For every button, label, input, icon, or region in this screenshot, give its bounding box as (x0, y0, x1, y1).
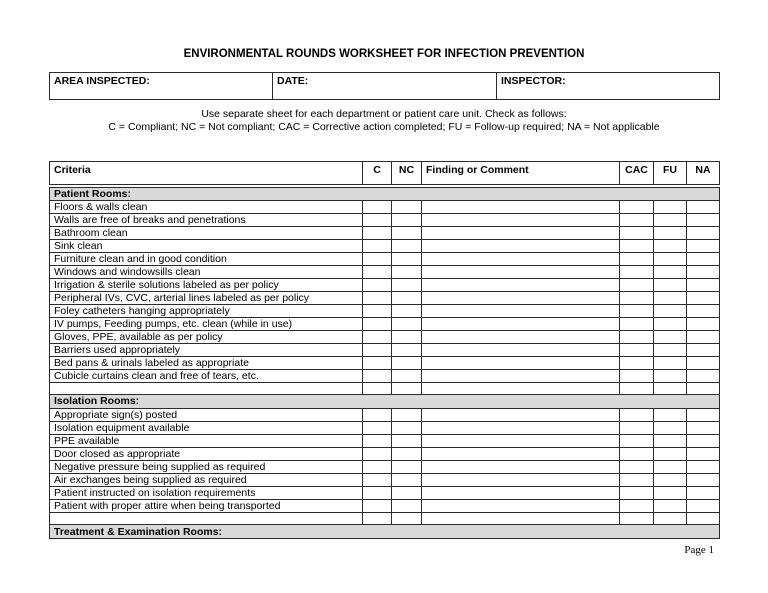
check-cell-na[interactable] (687, 330, 720, 343)
area-inspected-field[interactable] (50, 73, 273, 100)
check-cell-cac[interactable] (620, 499, 654, 512)
criteria-row (50, 421, 720, 434)
check-cell-c[interactable] (363, 382, 392, 395)
criteria-cell: Appropriate sign(s) posted (50, 408, 363, 421)
check-cell-fu[interactable] (654, 200, 687, 213)
check-cell-cac[interactable] (620, 382, 654, 395)
check-cell-nc[interactable] (392, 421, 422, 434)
check-cell-c[interactable] (363, 291, 392, 304)
column-header-nc: NC (392, 162, 422, 186)
check-cell-nc[interactable] (392, 473, 422, 486)
criteria-cell: Floors & walls clean (50, 200, 363, 213)
check-cell-cac[interactable] (620, 434, 654, 447)
inspector-label: INSPECTOR: (501, 75, 566, 87)
criteria-row (50, 473, 720, 486)
empty-row (50, 512, 720, 525)
check-cell-na[interactable] (687, 460, 720, 473)
criteria-cell: PPE available (50, 434, 363, 447)
finding-cell[interactable] (422, 421, 620, 434)
criteria-cell: IV pumps, Feeding pumps, etc. clean (while in use) (50, 317, 363, 330)
finding-cell[interactable] (422, 447, 620, 460)
criteria-row (50, 317, 720, 330)
criteria-row (50, 291, 720, 304)
check-cell-na[interactable] (687, 213, 720, 226)
check-cell-cac[interactable] (620, 343, 654, 356)
check-cell-na[interactable] (687, 317, 720, 330)
check-cell-c[interactable] (363, 239, 392, 252)
instructions (0, 108, 768, 134)
finding-cell[interactable] (422, 252, 620, 265)
section-header-row (50, 395, 720, 409)
check-cell-nc[interactable] (392, 460, 422, 473)
finding-cell[interactable] (422, 343, 620, 356)
check-cell-c[interactable] (363, 330, 392, 343)
check-cell-na[interactable] (687, 291, 720, 304)
check-cell-na[interactable] (687, 382, 720, 395)
finding-cell[interactable] (422, 291, 620, 304)
check-cell-fu[interactable] (654, 343, 687, 356)
check-cell-na[interactable] (687, 486, 720, 499)
check-cell-na[interactable] (687, 226, 720, 239)
criteria-row (50, 278, 720, 291)
check-cell-na[interactable] (687, 239, 720, 252)
check-cell-na[interactable] (687, 421, 720, 434)
check-cell-nc[interactable] (392, 304, 422, 317)
finding-cell[interactable] (422, 278, 620, 291)
check-cell-nc[interactable] (392, 512, 422, 525)
check-cell-fu[interactable] (654, 304, 687, 317)
check-cell-nc[interactable] (392, 356, 422, 369)
info-bar (49, 72, 720, 100)
check-cell-nc[interactable] (392, 330, 422, 343)
column-header-fu: FU (654, 162, 687, 186)
criteria-cell[interactable] (50, 382, 363, 395)
check-cell-cac[interactable] (620, 317, 654, 330)
section-header-row (50, 525, 720, 539)
check-cell-nc[interactable] (392, 291, 422, 304)
check-cell-cac[interactable] (620, 356, 654, 369)
check-cell-fu[interactable] (654, 499, 687, 512)
check-cell-na[interactable] (687, 304, 720, 317)
instructions-line1: Use separate sheet for each department or patient care unit. Check as follows: (201, 108, 567, 120)
criteria-cell: Walls are free of breaks and penetrations (50, 213, 363, 226)
check-cell-c[interactable] (363, 447, 392, 460)
check-cell-na[interactable] (687, 447, 720, 460)
check-cell-cac[interactable] (620, 304, 654, 317)
column-header-na: NA (687, 162, 720, 186)
check-cell-fu[interactable] (654, 291, 687, 304)
check-cell-na[interactable] (687, 434, 720, 447)
check-cell-c[interactable] (363, 343, 392, 356)
criteria-row (50, 213, 720, 226)
finding-cell[interactable] (422, 486, 620, 499)
finding-cell[interactable] (422, 200, 620, 213)
check-cell-c[interactable] (363, 434, 392, 447)
finding-cell[interactable] (422, 356, 620, 369)
page-number: Page 1 (684, 544, 714, 556)
check-cell-fu[interactable] (654, 460, 687, 473)
check-cell-na[interactable] (687, 343, 720, 356)
column-header-c: C (363, 162, 392, 186)
check-cell-cac[interactable] (620, 213, 654, 226)
worksheet-table-body (50, 186, 720, 539)
check-cell-fu[interactable] (654, 512, 687, 525)
check-cell-c[interactable] (363, 200, 392, 213)
criteria-row (50, 434, 720, 447)
finding-cell[interactable] (422, 213, 620, 226)
check-cell-nc[interactable] (392, 239, 422, 252)
check-cell-nc[interactable] (392, 382, 422, 395)
check-cell-c[interactable] (363, 408, 392, 421)
criteria-cell: Door closed as appropriate (50, 447, 363, 460)
finding-cell[interactable] (422, 434, 620, 447)
check-cell-nc[interactable] (392, 343, 422, 356)
check-cell-cac[interactable] (620, 252, 654, 265)
check-cell-cac[interactable] (620, 486, 654, 499)
criteria-row (50, 252, 720, 265)
criteria-cell: Barriers used appropriately (50, 343, 363, 356)
check-cell-nc[interactable] (392, 278, 422, 291)
check-cell-fu[interactable] (654, 252, 687, 265)
check-cell-fu[interactable] (654, 486, 687, 499)
check-cell-fu[interactable] (654, 434, 687, 447)
check-cell-c[interactable] (363, 499, 392, 512)
check-cell-fu[interactable] (654, 356, 687, 369)
criteria-cell: Peripheral IVs, CVC, arterial lines labeled as per policy (50, 291, 363, 304)
criteria-row (50, 265, 720, 278)
finding-cell[interactable] (422, 460, 620, 473)
check-cell-nc[interactable] (392, 317, 422, 330)
check-cell-fu[interactable] (654, 213, 687, 226)
check-cell-fu[interactable] (654, 369, 687, 382)
finding-cell[interactable] (422, 512, 620, 525)
check-cell-na[interactable] (687, 278, 720, 291)
criteria-cell: Windows and windowsills clean (50, 265, 363, 278)
section-title: Treatment & Examination Rooms: (50, 525, 720, 539)
check-cell-cac[interactable] (620, 512, 654, 525)
criteria-row (50, 369, 720, 382)
section-header-row (50, 186, 720, 201)
check-cell-na[interactable] (687, 473, 720, 486)
check-cell-cac[interactable] (620, 265, 654, 278)
check-cell-cac[interactable] (620, 460, 654, 473)
area-inspected-label: AREA INSPECTED: (54, 75, 150, 87)
check-cell-c[interactable] (363, 460, 392, 473)
criteria-row (50, 239, 720, 252)
criteria-row (50, 200, 720, 213)
check-cell-fu[interactable] (654, 408, 687, 421)
check-cell-cac[interactable] (620, 473, 654, 486)
finding-cell[interactable] (422, 408, 620, 421)
check-cell-c[interactable] (363, 265, 392, 278)
check-cell-cac[interactable] (620, 200, 654, 213)
check-cell-cac[interactable] (620, 278, 654, 291)
check-cell-na[interactable] (687, 200, 720, 213)
criteria-cell[interactable] (50, 512, 363, 525)
finding-cell[interactable] (422, 499, 620, 512)
column-header-cac: CAC (620, 162, 654, 186)
check-cell-nc[interactable] (392, 408, 422, 421)
criteria-cell: Patient with proper attire when being transported (50, 499, 363, 512)
check-cell-na[interactable] (687, 512, 720, 525)
check-cell-nc[interactable] (392, 200, 422, 213)
finding-cell[interactable] (422, 473, 620, 486)
page-title: ENVIRONMENTAL ROUNDS WORKSHEET FOR INFECTION PREVENTION (183, 48, 585, 60)
instructions-line2: C = Compliant; NC = Not compliant; CAC = Corrective action completed; FU = Follow-up required; NA = Not applicable (108, 121, 660, 133)
worksheet-table (49, 161, 720, 539)
check-cell-c[interactable] (363, 512, 392, 525)
check-cell-nc[interactable] (392, 226, 422, 239)
check-cell-nc[interactable] (392, 213, 422, 226)
check-cell-c[interactable] (363, 252, 392, 265)
check-cell-na[interactable] (687, 369, 720, 382)
table-header-row (50, 162, 720, 186)
check-cell-cac[interactable] (620, 226, 654, 239)
finding-cell[interactable] (422, 382, 620, 395)
check-cell-c[interactable] (363, 486, 392, 499)
check-cell-cac[interactable] (620, 369, 654, 382)
finding-cell[interactable] (422, 369, 620, 382)
criteria-row (50, 486, 720, 499)
criteria-cell: Bed pans & urinals labeled as appropriate (50, 356, 363, 369)
section-title: Patient Rooms: (50, 186, 720, 201)
check-cell-c[interactable] (363, 226, 392, 239)
criteria-cell: Foley catheters hanging appropriately (50, 304, 363, 317)
criteria-cell: Air exchanges being supplied as required (50, 473, 363, 486)
criteria-cell: Negative pressure being supplied as required (50, 460, 363, 473)
check-cell-c[interactable] (363, 369, 392, 382)
check-cell-fu[interactable] (654, 239, 687, 252)
check-cell-nc[interactable] (392, 447, 422, 460)
finding-cell[interactable] (422, 226, 620, 239)
finding-cell[interactable] (422, 265, 620, 278)
criteria-cell: Isolation equipment available (50, 421, 363, 434)
check-cell-nc[interactable] (392, 265, 422, 278)
check-cell-cac[interactable] (620, 447, 654, 460)
check-cell-fu[interactable] (654, 278, 687, 291)
check-cell-fu[interactable] (654, 265, 687, 278)
check-cell-cac[interactable] (620, 421, 654, 434)
column-header-finding: Finding or Comment (422, 162, 620, 186)
check-cell-nc[interactable] (392, 434, 422, 447)
criteria-row (50, 343, 720, 356)
criteria-cell: Patient instructed on isolation requirements (50, 486, 363, 499)
criteria-row (50, 356, 720, 369)
check-cell-c[interactable] (363, 317, 392, 330)
check-cell-c[interactable] (363, 304, 392, 317)
check-cell-nc[interactable] (392, 499, 422, 512)
criteria-row (50, 304, 720, 317)
check-cell-na[interactable] (687, 499, 720, 512)
check-cell-nc[interactable] (392, 369, 422, 382)
check-cell-fu[interactable] (654, 382, 687, 395)
criteria-row (50, 460, 720, 473)
inspector-field[interactable] (497, 73, 720, 100)
date-label: DATE: (277, 75, 309, 87)
criteria-row (50, 226, 720, 239)
check-cell-fu[interactable] (654, 330, 687, 343)
check-cell-nc[interactable] (392, 252, 422, 265)
check-cell-c[interactable] (363, 473, 392, 486)
check-cell-cac[interactable] (620, 239, 654, 252)
check-cell-c[interactable] (363, 213, 392, 226)
finding-cell[interactable] (422, 304, 620, 317)
empty-row (50, 382, 720, 395)
criteria-row (50, 499, 720, 512)
section-title: Isolation Rooms: (50, 395, 720, 409)
check-cell-cac[interactable] (620, 330, 654, 343)
column-header-criteria: Criteria (50, 162, 363, 186)
criteria-row (50, 447, 720, 460)
check-cell-c[interactable] (363, 356, 392, 369)
finding-cell[interactable] (422, 317, 620, 330)
criteria-cell: Bathroom clean (50, 226, 363, 239)
date-field[interactable] (273, 73, 497, 100)
check-cell-na[interactable] (687, 356, 720, 369)
check-cell-na[interactable] (687, 265, 720, 278)
criteria-row (50, 408, 720, 421)
criteria-cell: Gloves, PPE, available as per policy (50, 330, 363, 343)
check-cell-fu[interactable] (654, 317, 687, 330)
check-cell-fu[interactable] (654, 473, 687, 486)
criteria-row (50, 330, 720, 343)
info-bar-row (50, 73, 720, 100)
finding-cell[interactable] (422, 239, 620, 252)
check-cell-fu[interactable] (654, 447, 687, 460)
criteria-cell: Cubicle curtains clean and free of tears, etc. (50, 369, 363, 382)
check-cell-fu[interactable] (654, 421, 687, 434)
check-cell-nc[interactable] (392, 486, 422, 499)
check-cell-na[interactable] (687, 252, 720, 265)
check-cell-cac[interactable] (620, 408, 654, 421)
criteria-cell: Sink clean (50, 239, 363, 252)
check-cell-c[interactable] (363, 421, 392, 434)
check-cell-cac[interactable] (620, 291, 654, 304)
criteria-cell: Furniture clean and in good condition (50, 252, 363, 265)
criteria-cell: Irrigation & sterile solutions labeled as per policy (50, 278, 363, 291)
check-cell-c[interactable] (363, 278, 392, 291)
check-cell-fu[interactable] (654, 226, 687, 239)
check-cell-na[interactable] (687, 408, 720, 421)
finding-cell[interactable] (422, 330, 620, 343)
